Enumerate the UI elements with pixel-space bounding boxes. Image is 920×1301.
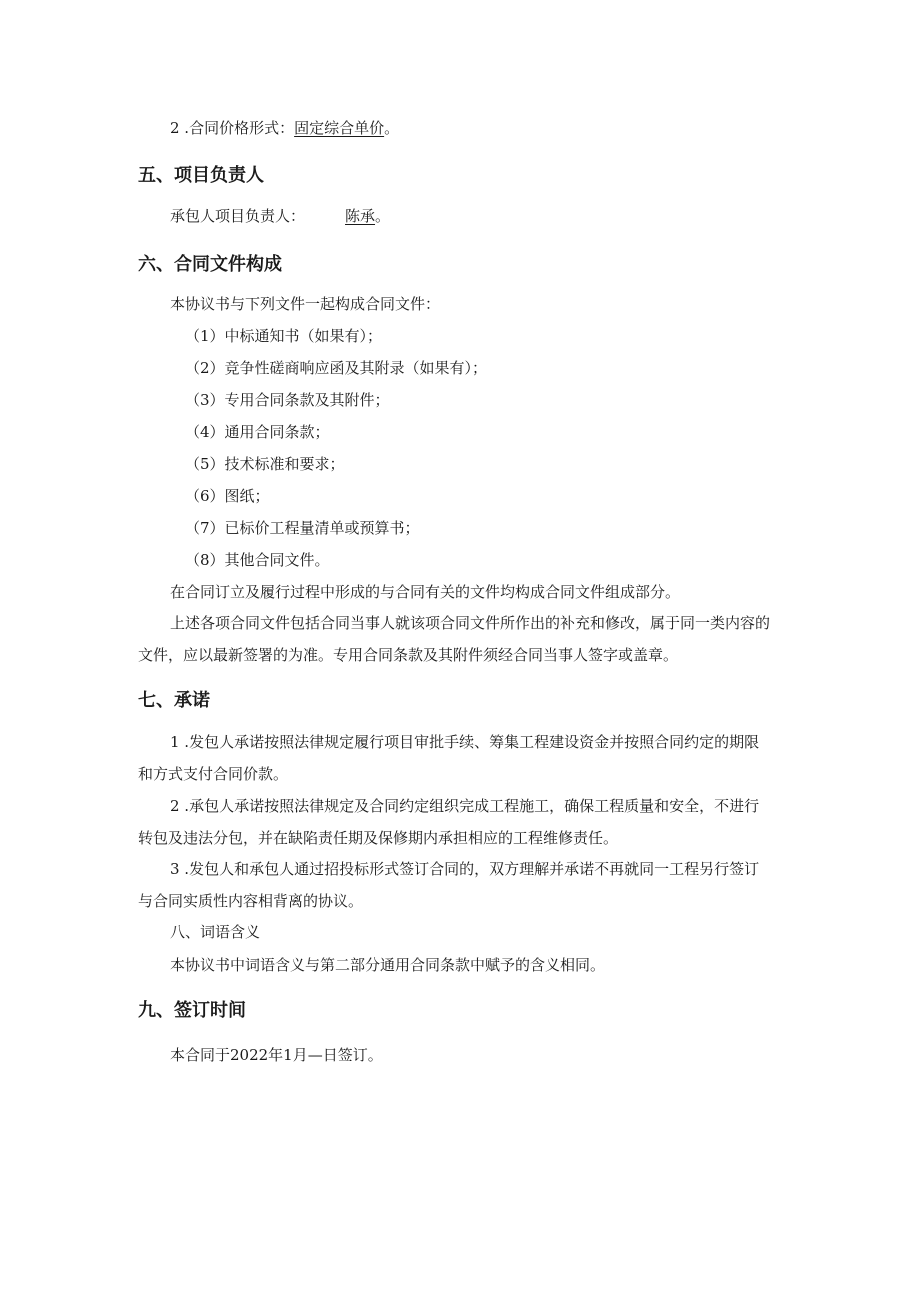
contract-docs-intro: 本协议书与下列文件一起构成合同文件： (170, 295, 441, 313)
commitment-3-line-2: 与合同实质性内容相背离的协议。 (138, 892, 364, 910)
heading-section-5: 五、项目负责人 (138, 165, 264, 186)
commitment-1-line-1: 1 .发包人承诺按照法律规定履行项目审批手续、筹集工程建设资金并按照合同约定的期限 (170, 733, 760, 751)
list-item: （8）其他合同文件。 (185, 551, 330, 569)
contract-docs-paragraph-1: 在合同订立及履行过程中形成的与合同有关的文件均构成合同文件组成部分。 (170, 583, 681, 601)
project-manager-line: 承包人项目负责人： 陈承。 (170, 207, 391, 225)
heading-section-6: 六、合同文件构成 (138, 254, 282, 275)
list-item: （7）已标价工程量清单或预算书； (185, 519, 420, 537)
list-item: （1）中标通知书（如果有）； (185, 327, 383, 345)
contract-docs-paragraph-2-line-1: 上述各项合同文件包括合同当事人就该项合同文件所作出的补充和修改，属于同一类内容的 (170, 614, 771, 632)
list-item: （4）通用合同条款； (185, 423, 330, 441)
list-item: （5）技术标准和要求； (185, 455, 345, 473)
commitment-2-line-1: 2 .承包人承诺按照法律规定及合同约定组织完成工程施工，确保工程质量和安全，不进行 (170, 797, 760, 815)
list-item: （2）竞争性磋商响应函及其附录（如果有）； (185, 359, 488, 377)
manager-name: 陈承 (345, 207, 376, 225)
manager-label: 承包人项目负责人： (170, 207, 306, 225)
list-item: （6）图纸； (185, 487, 270, 505)
terms-meaning-text: 本协议书中词语含义与第二部分通用合同条款中赋予的含义相同。 (170, 956, 606, 974)
list-item: （3）专用合同条款及其附件； (185, 391, 390, 409)
heading-section-9: 九、签订时间 (138, 1000, 246, 1021)
commitment-3-line-1: 3 .发包人和承包人通过招投标形式签订合同的，双方理解并承诺不再就同一工程另行签订 (170, 860, 760, 878)
price-value: 固定综合单价 (294, 119, 385, 137)
price-label: 2 .合同价格形式： (170, 119, 295, 137)
commitment-1-line-2: 和方式支付合同价款。 (138, 765, 289, 783)
heading-section-8: 八、词语含义 (170, 923, 261, 941)
signing-date-text: 本合同于2022年1月—日签订。 (170, 1046, 383, 1064)
contract-docs-paragraph-2-line-2: 文件，应以最新签署的为准。专用合同条款及其附件须经合同当事人签字或盖章。 (138, 646, 679, 664)
commitment-2-line-2: 转包及违法分包，并在缺陷责任期及保修期内承担相应的工程维修责任。 (138, 829, 619, 847)
heading-section-7: 七、承诺 (138, 690, 210, 711)
contract-price-form: 2 .合同价格形式：固定综合单价。 (170, 119, 400, 137)
